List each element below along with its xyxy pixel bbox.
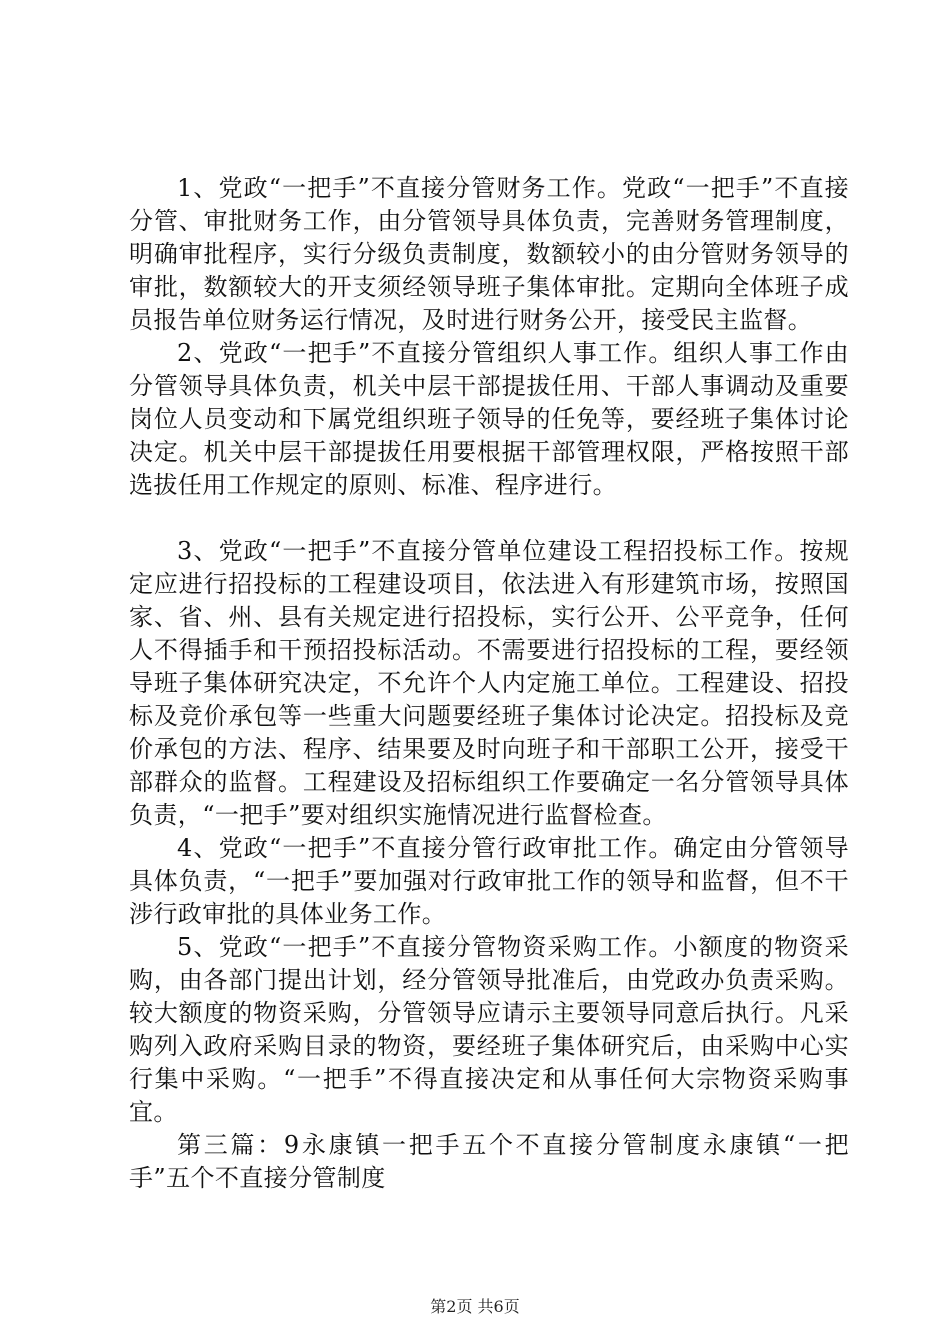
paragraph-approval: 4、党政“一把手”不直接分管行政审批工作。确定由分管领导具体负责，“一把手”要加强对行政审批工作的领导和监督，但不干涉行政审批的具体业务工作。 [129,834,849,928]
paragraph-bidding: 3、党政“一把手”不直接分管单位建设工程招投标工作。按规定应进行招投标的工程建设项目，依法进入有形建筑市场，按照国家、省、州、县有关规定进行招投标，实行公开、公平竞争，任何人不得插手和干预招投标活动。不需要进行招投标的工程，要经领导班子集体研究决定，不允许个人内定施工单位。工程建设、招投标及竞价承包等一些重大问题要经班子集体讨论决定。招投标及竞价承包的方法、程序、结果要及时向班子和干部职工公开，接受干部群众的监督。工程建设及招标组织工作要确定一名分管领导具体负责，“一把手”要对组织实施情况进行监督检查。 [129,537,849,829]
document-body [129,172,849,1195]
paragraph-spacer [129,502,849,535]
page-number: 第2页 共6页 [430,1297,520,1316]
section-heading-part-three: 第三篇：9永康镇一把手五个不直接分管制度永康镇“一把手”五个不直接分管制度 [129,1131,849,1192]
paragraph-procurement: 5、党政“一把手”不直接分管物资采购工作。小额度的物资采购，由各部门提出计划，经分管领导批准后，由党政办负责采购。较大额度的物资采购，分管领导应请示主要领导同意后执行。凡采购列入政府采购目录的物资，要经班子集体研究后，由采购中心实行集中采购。“一把手”不得直接决定和从事任何大宗物资采购事宜。 [129,933,849,1126]
paragraph-personnel: 2、党政“一把手”不直接分管组织人事工作。组织人事工作由分管领导具体负责，机关中层干部提拔任用、干部人事调动及重要岗位人员变动和下属党组织班子领导的任免等，要经班子集体讨论决定。机关中层干部提拔任用要根据干部管理权限，严格按照干部选拔任用工作规定的原则、标准、程序进行。 [129,339,849,499]
paragraph-finance: 1、党政“一把手”不直接分管财务工作。党政“一把手”不直接分管、审批财务工作，由分管领导具体负责，完善财务管理制度，明确审批程序，实行分级负责制度，数额较小的由分管财务领导的审批，数额较大的开支须经领导班子集体审批。定期向全体班子成员报告单位财务运行情况，及时进行财务公开，接受民主监督。 [129,174,849,334]
